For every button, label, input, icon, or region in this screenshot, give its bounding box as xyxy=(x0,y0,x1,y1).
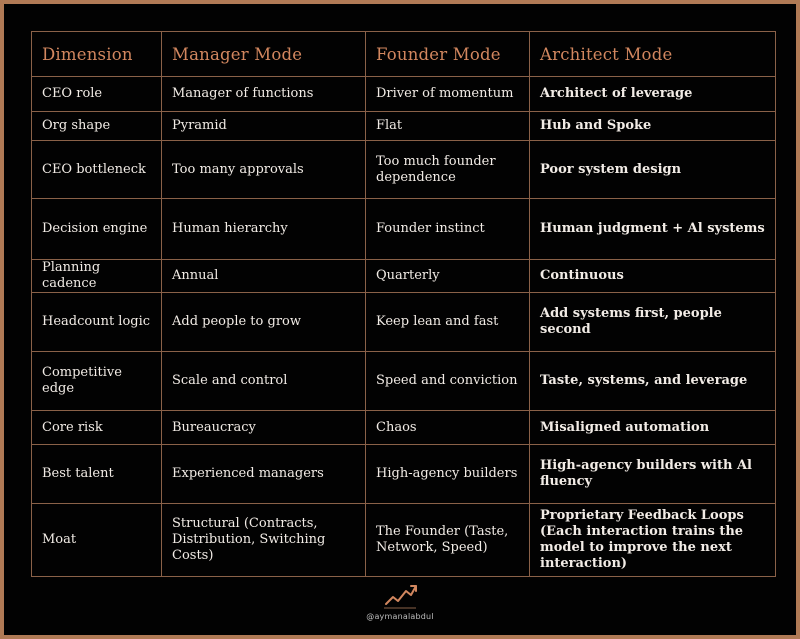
dimension-cell: Org shape xyxy=(32,112,162,141)
dimension-cell: Headcount logic xyxy=(32,293,162,352)
header-manager-mode: Manager Mode xyxy=(162,32,366,77)
table-row xyxy=(32,504,776,577)
header-architect-mode: Architect Mode xyxy=(530,32,776,77)
manager-cell: Annual xyxy=(162,260,366,293)
founder-cell: Speed and conviction xyxy=(366,352,530,411)
table-row xyxy=(32,293,776,352)
manager-cell: Manager of functions xyxy=(162,77,366,112)
architect-cell: Taste, systems, and leverage xyxy=(530,352,776,411)
author-handle: @aymanalabdul xyxy=(366,612,434,621)
architect-cell: High-agency builders with Al fluency xyxy=(530,445,776,504)
header-dimension: Dimension xyxy=(32,32,162,77)
founder-cell: Flat xyxy=(366,112,530,141)
architect-cell: Poor system design xyxy=(530,141,776,199)
founder-cell: The Founder (Taste, Network, Speed) xyxy=(366,504,530,577)
architect-cell: Continuous xyxy=(530,260,776,293)
comparison-table xyxy=(31,31,776,577)
table-row xyxy=(32,411,776,445)
table-row xyxy=(32,112,776,141)
table-row xyxy=(32,445,776,504)
manager-cell: Pyramid xyxy=(162,112,366,141)
dimension-cell: Planning cadence xyxy=(32,260,162,293)
architect-cell: Proprietary Feedback Loops (Each interaction trains the model to improve the next interaction) xyxy=(530,504,776,577)
founder-cell: Driver of momentum xyxy=(366,77,530,112)
founder-cell: Founder instinct xyxy=(366,199,530,260)
table-row xyxy=(32,141,776,199)
founder-cell: Chaos xyxy=(366,411,530,445)
founder-cell: Too much founder dependence xyxy=(366,141,530,199)
founder-cell: Quarterly xyxy=(366,260,530,293)
header-founder-mode: Founder Mode xyxy=(366,32,530,77)
table-row xyxy=(32,77,776,112)
manager-cell: Structural (Contracts, Distribution, Switching Costs) xyxy=(162,504,366,577)
trend-up-icon xyxy=(380,580,420,610)
dimension-cell: Best talent xyxy=(32,445,162,504)
table-row xyxy=(32,352,776,411)
architect-cell: Misaligned automation xyxy=(530,411,776,445)
author-footer xyxy=(4,580,796,621)
dimension-cell: Competitive edge xyxy=(32,352,162,411)
architect-cell: Architect of leverage xyxy=(530,77,776,112)
founder-cell: High-agency builders xyxy=(366,445,530,504)
founder-cell: Keep lean and fast xyxy=(366,293,530,352)
manager-cell: Bureaucracy xyxy=(162,411,366,445)
table-row xyxy=(32,260,776,293)
dimension-cell: CEO role xyxy=(32,77,162,112)
architect-cell: Hub and Spoke xyxy=(530,112,776,141)
dimension-cell: Moat xyxy=(32,504,162,577)
dimension-cell: CEO bottleneck xyxy=(32,141,162,199)
manager-cell: Too many approvals xyxy=(162,141,366,199)
dimension-cell: Decision engine xyxy=(32,199,162,260)
table-row xyxy=(32,199,776,260)
manager-cell: Add people to grow xyxy=(162,293,366,352)
architect-cell: Human judgment + Al systems xyxy=(530,199,776,260)
dimension-cell: Core risk xyxy=(32,411,162,445)
manager-cell: Scale and control xyxy=(162,352,366,411)
header-row xyxy=(32,32,776,77)
manager-cell: Experienced managers xyxy=(162,445,366,504)
manager-cell: Human hierarchy xyxy=(162,199,366,260)
architect-cell: Add systems first, people second xyxy=(530,293,776,352)
